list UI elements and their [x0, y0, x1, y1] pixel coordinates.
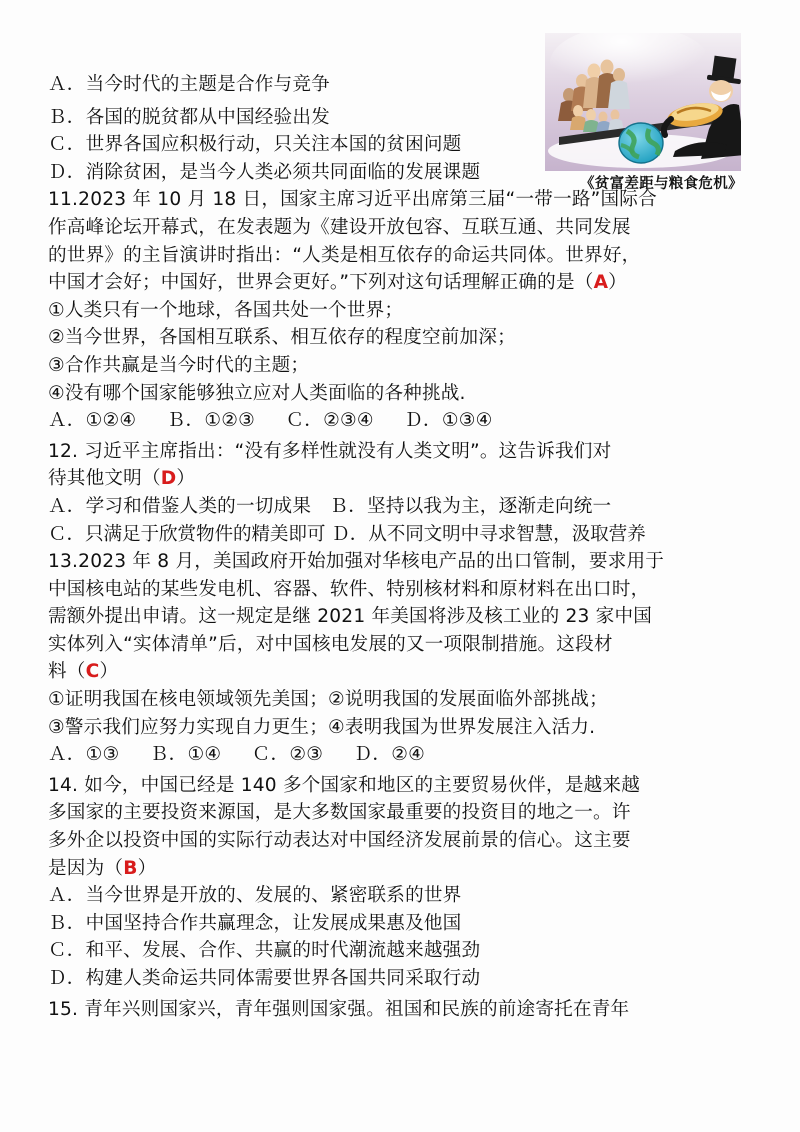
- q14-stem-line-4-prefix: 是因为（: [48, 857, 124, 879]
- q14-answer: B: [123, 857, 138, 879]
- q13-stem-line-5: [48, 663, 754, 682]
- q10-option-d: Ｄ．消除贫困，是当今人类必须共同面临的发展课题: [48, 161, 481, 183]
- q14-stem-line-1: 14. 如今，中国已经是 140 多个国家和地区的主要贸易伙伴，是越来越: [48, 774, 641, 796]
- q13-stem-line-2: 中国核电站的某些发电机、容器、软件、特别核材料和原材料在出口时，: [48, 578, 650, 600]
- q14-stem-line-4: [48, 857, 754, 879]
- q11-statement-2: ②当今世界，各国相互联系、相互依存的程度空前加深；: [48, 327, 516, 349]
- exam-text-body: [48, 76, 754, 1019]
- q13-answer: C: [85, 661, 100, 683]
- q11-stem-line-2: 作高峰论坛开幕式，在发表题为《建设开放包容、互联互通、共同发展: [48, 216, 631, 238]
- q14-stem-line-3: 多外企以投资中国的实际行动表达对中国经济发展前景的信心。这主要: [48, 830, 631, 852]
- q11-stem-line-4-suffix: ）: [608, 272, 627, 294]
- q12-stem-line-1: 12. 习近平主席指出：“没有多样性就没有人类文明”。这告诉我们对: [48, 440, 612, 462]
- q12-answer: D: [160, 468, 177, 490]
- q10-option-b: Ｂ．各国的脱贫都从中国经验出发: [48, 106, 330, 128]
- q15-stem-line-1: 15. 青年兴则国家兴，青年强则国家强。祖国和民族的前途寄托在青年: [48, 998, 630, 1020]
- q11-statement-3: ③合作共赢是当今时代的主题；: [48, 354, 310, 376]
- q14-stem-line-2: 多国家的主要投资来源国，是大多数国家最重要的投资目的地之一。许: [48, 802, 631, 824]
- q13-stem-line-5-prefix: 料（: [48, 661, 86, 683]
- q13-statement-2: ③警示我们应努力实现自力更生；④表明我国为世界发展注入活力.: [48, 716, 596, 738]
- q12-options-line-1: Ａ．学习和借鉴人类的一切成果 Ｂ．坚持以我为主，逐渐走向统一: [48, 495, 612, 517]
- q11-statement-4: ④没有哪个国家能够独立应对人类面临的各种挑战.: [48, 382, 466, 404]
- q13-stem-line-3: 需额外提出申请。这一规定是继 2021 年美国将涉及核工业的 23 家中国: [48, 606, 653, 628]
- q11-statement-1: ①人类只有一个地球，各国共处一个世界；: [48, 299, 404, 321]
- q11-stem-line-4-prefix: 中国才会好；中国好，世界会更好。”下列对这句话理解正确的是（: [48, 272, 594, 294]
- q13-stem-line-4: 实体列入“实体清单”后，对中国核电发展的又一项限制措施。这段材: [48, 633, 613, 655]
- q13-statement-1: ①证明我国在核电领域领先美国；②说明我国的发展面临外部挑战；: [48, 689, 608, 711]
- q11-stem-line-1: 11.2023 年 10 月 18 日，国家主席习近平出席第三届“一带一路”国际合: [48, 189, 657, 211]
- q14-option-a: Ａ．当今世界是开放的、发展的、紧密联系的世界: [48, 885, 462, 907]
- q12-stem-line-2: [48, 470, 754, 489]
- q12-stem-line-2-suffix: ）: [176, 468, 196, 490]
- figure-caption: 《贫富差距与粮食危机》: [580, 176, 743, 192]
- q14-option-b: Ｂ．中国坚持合作共赢理念，让发展成果惠及他国: [48, 912, 462, 934]
- q10-option-c: Ｃ．世界各国应积极行动，只关注本国的贫困问题: [48, 134, 462, 156]
- q14-stem-line-4-suffix: ）: [137, 857, 157, 879]
- q13-stem-line-5-suffix: ）: [99, 661, 119, 683]
- q14-option-d: Ｄ．构建人类命运共同体需要世界各国共同采取行动: [48, 968, 481, 989]
- q13-stem-line-1: 13.2023 年 8 月，美国政府开始加强对华核电产品的出口管制，要求用于: [48, 551, 665, 573]
- q11-stem-line-4: [48, 274, 754, 293]
- q11-stem-line-3: 的世界》的主旨演讲时指出：“人类是相互依存的命运共同体。世界好，: [48, 244, 641, 266]
- q13-options-line: Ａ．①③ Ｂ．①④ Ｃ．②③ Ｄ．②④: [48, 744, 425, 766]
- q11-answer: A: [593, 272, 609, 294]
- q10-option-a: Ａ．当今时代的主题是合作与竞争: [48, 74, 330, 95]
- q12-stem-line-2-prefix: 待其他文明（: [48, 468, 161, 490]
- q12-options-line-2: Ｃ．只满足于欣赏物件的精美即可 Ｄ．从不同文明中寻求智慧，汲取营养: [48, 523, 646, 545]
- q14-option-c: Ｃ．和平、发展、合作、共赢的时代潮流越来越强劲: [48, 940, 481, 962]
- q11-options-line: Ａ．①②④ Ｂ．①②③ Ｃ．②③④ Ｄ．①③④: [48, 410, 493, 432]
